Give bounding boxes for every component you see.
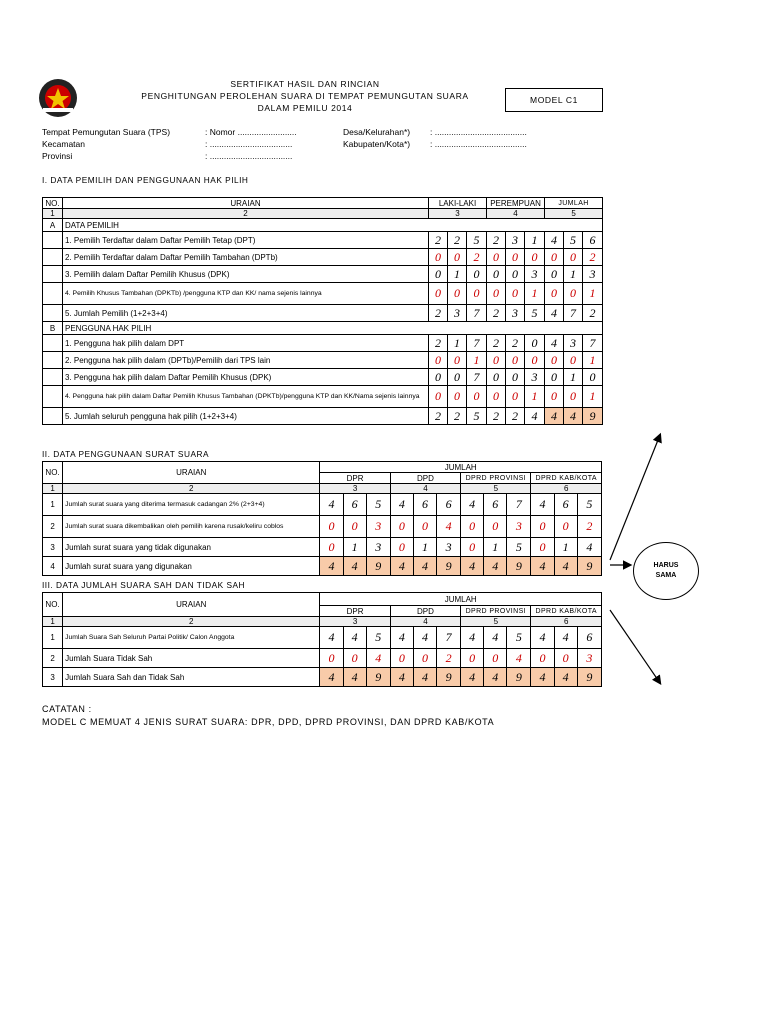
digit-box[interactable]: 0 — [461, 538, 484, 557]
digit-box[interactable]: 2 — [429, 408, 448, 425]
digit-box[interactable]: 0 — [413, 516, 436, 538]
digit-box[interactable]: 0 — [343, 516, 366, 538]
digit-box[interactable]: 9 — [437, 668, 461, 687]
digit-box[interactable]: 4 — [554, 557, 577, 576]
digit-box[interactable]: 2 — [429, 232, 448, 249]
digit-box[interactable]: 2 — [448, 408, 467, 425]
digit-box[interactable]: 2 — [583, 249, 603, 266]
digit-box[interactable]: 0 — [487, 369, 506, 386]
digit-box[interactable]: 0 — [545, 283, 564, 305]
digit-box[interactable]: 0 — [545, 266, 564, 283]
digit-box[interactable]: 0 — [320, 516, 343, 538]
digit-box[interactable]: 6 — [437, 494, 461, 516]
kabupaten-field[interactable]: : ....................................... — [430, 139, 527, 149]
digit-box[interactable]: 4 — [437, 516, 461, 538]
digit-box[interactable]: 1 — [564, 266, 583, 283]
digit-box[interactable]: 5 — [366, 494, 390, 516]
digit-box[interactable]: 0 — [554, 516, 577, 538]
row-label: 3. Pengguna hak pilih dalam Daftar Pemilih Khusus (DPK) — [63, 369, 429, 386]
row-label: 1. Pengguna hak pilih dalam DPT — [63, 335, 429, 352]
provinsi-field[interactable]: : ................................... — [205, 151, 293, 161]
col-header-jumlah: JUMLAH — [320, 593, 602, 606]
digit-box[interactable]: 4 — [507, 649, 531, 668]
col-header-dpd: DPD — [390, 473, 460, 484]
digit-box[interactable]: 0 — [461, 516, 484, 538]
digit-box[interactable]: 3 — [366, 516, 390, 538]
digit-box[interactable]: 0 — [429, 249, 448, 266]
digit-box[interactable]: 2 — [429, 305, 448, 322]
section-1-title: I. DATA PEMILIH DAN PENGGUNAAN HAK PILIH — [42, 175, 249, 185]
col-header-dprd-kab: DPRD KAB/KOTA — [531, 473, 602, 484]
digit-box[interactable]: 0 — [525, 249, 545, 266]
digit-box[interactable]: 2 — [506, 408, 525, 425]
digit-box[interactable]: 4 — [484, 627, 507, 649]
arrow-down — [610, 610, 660, 683]
digit-box[interactable]: 1 — [413, 538, 436, 557]
digit-box[interactable]: 0 — [429, 386, 448, 408]
kpu-logo — [38, 78, 78, 118]
digit-box[interactable]: 5 — [467, 408, 487, 425]
digit-box[interactable]: 0 — [429, 266, 448, 283]
digit-box[interactable]: 1 — [583, 352, 603, 369]
digit-box[interactable]: 4 — [320, 557, 343, 576]
digit-box[interactable]: 1 — [583, 283, 603, 305]
col-number: 4 — [487, 209, 545, 219]
digit-box[interactable]: 4 — [461, 557, 484, 576]
tps-field[interactable]: : Nomor ......................... — [205, 127, 297, 137]
tps-label: Tempat Pemungutan Suara (TPS) — [42, 127, 171, 137]
digit-box[interactable]: 0 — [487, 249, 506, 266]
digit-box[interactable]: 5 — [564, 232, 583, 249]
row-label: 5. Jumlah seluruh pengguna hak pilih (1+2+3+4) — [63, 408, 429, 425]
digit-box[interactable]: 0 — [531, 516, 554, 538]
kabupaten-label: Kabupaten/Kota*) — [343, 139, 411, 149]
digit-box[interactable]: 0 — [525, 352, 545, 369]
digit-box[interactable]: 2 — [506, 335, 525, 352]
digit-box[interactable]: 6 — [583, 232, 603, 249]
table-row — [43, 494, 602, 516]
digit-box[interactable]: 4 — [413, 627, 436, 649]
digit-box[interactable]: 0 — [390, 516, 413, 538]
table-row — [43, 335, 603, 352]
digit-box[interactable]: 2 — [487, 305, 506, 322]
digit-box[interactable]: 4 — [484, 557, 507, 576]
digit-box[interactable]: 6 — [484, 494, 507, 516]
digit-box[interactable]: 7 — [467, 305, 487, 322]
row-no-cell — [43, 352, 63, 369]
digit-box[interactable]: 4 — [320, 668, 343, 687]
digit-box[interactable]: 0 — [484, 649, 507, 668]
col-number: 1 — [43, 209, 63, 219]
digit-box[interactable]: 5 — [577, 494, 601, 516]
row-no: 4 — [43, 557, 63, 576]
digit-box[interactable]: 0 — [320, 649, 343, 668]
digit-box[interactable]: 4 — [366, 649, 390, 668]
digit-box[interactable]: 9 — [583, 408, 603, 425]
digit-box[interactable]: 3 — [507, 516, 531, 538]
digit-box[interactable]: 4 — [343, 627, 366, 649]
row-no: 1 — [43, 627, 63, 649]
digit-box[interactable]: 4 — [390, 494, 413, 516]
col-header-no: NO. — [43, 462, 63, 484]
digit-box[interactable]: 4 — [343, 557, 366, 576]
digit-box[interactable]: 0 — [467, 386, 487, 408]
digit-box[interactable]: 6 — [343, 494, 366, 516]
digit-box[interactable]: 1 — [525, 283, 545, 305]
digit-box[interactable]: 3 — [525, 266, 545, 283]
table-row — [43, 538, 602, 557]
digit-box[interactable]: 4 — [461, 627, 484, 649]
digit-box[interactable]: 7 — [467, 335, 487, 352]
col-number: 2 — [63, 209, 429, 219]
digit-box[interactable]: 0 — [545, 386, 564, 408]
table-row — [43, 649, 602, 668]
digit-box[interactable]: 0 — [461, 649, 484, 668]
row-label: 4. Pemilih Khusus Tambahan (DPKTb) /pengguna KTP dan KK/ nama sejenis lainnya — [63, 283, 429, 305]
digit-box[interactable]: 4 — [531, 557, 554, 576]
col-number: 2 — [63, 484, 320, 494]
row-no-cell — [43, 408, 63, 425]
table-row — [43, 369, 603, 386]
digit-box[interactable]: 0 — [506, 386, 525, 408]
harus-sama-circle — [633, 542, 699, 600]
col-number: 5 — [461, 484, 531, 494]
table-row — [43, 386, 603, 408]
group-label: PENGGUNA HAK PILIH — [63, 322, 603, 335]
col-number: 5 — [461, 617, 531, 627]
digit-box[interactable]: 1 — [448, 266, 467, 283]
digit-box[interactable]: 0 — [506, 352, 525, 369]
digit-box[interactable]: 4 — [531, 627, 554, 649]
digit-box[interactable]: 1 — [564, 369, 583, 386]
digit-box[interactable]: 4 — [554, 668, 577, 687]
col-header-uraian: URAIAN — [63, 593, 320, 617]
row-no-cell — [43, 335, 63, 352]
digit-box[interactable]: 7 — [437, 627, 461, 649]
title-line-2: PENGHITUNGAN PEROLEHAN SUARA DI TEMPAT PEMUNGUTAN SUARA — [141, 91, 469, 101]
digit-box[interactable]: 2 — [467, 249, 487, 266]
digit-box[interactable]: 4 — [413, 668, 436, 687]
col-header-dprd-kab: DPRD KAB/KOTA — [531, 606, 602, 617]
row-label: Jumlah surat suara yang diterima termasuk cadangan 2% (2+3+4) — [63, 494, 320, 516]
title-line-1: SERTIFIKAT HASIL DAN RINCIAN — [230, 79, 380, 89]
digit-box[interactable]: 4 — [545, 408, 564, 425]
digit-box[interactable]: 4 — [545, 232, 564, 249]
col-number: 2 — [63, 617, 320, 627]
digit-box[interactable]: 0 — [390, 649, 413, 668]
col-header-laki: LAKI-LAKI — [429, 198, 487, 209]
table-row — [43, 627, 602, 649]
digit-box[interactable]: 4 — [320, 494, 343, 516]
arrow-up — [610, 435, 660, 560]
digit-box[interactable]: 4 — [484, 668, 507, 687]
row-no: 2 — [43, 649, 63, 668]
row-label: Jumlah surat suara dikembalikan oleh pemilih karena rusak/keliru coblos — [63, 516, 320, 538]
digit-box[interactable]: 9 — [577, 557, 601, 576]
digit-box[interactable]: 1 — [525, 232, 545, 249]
col-number: 3 — [320, 484, 390, 494]
col-header-no: NO. — [43, 198, 63, 209]
notes-text: MODEL C MEMUAT 4 JENIS SURAT SUARA: DPR, DPD, DPRD PROVINSI, DAN DPRD KAB/KOTA — [42, 717, 495, 727]
row-label: Jumlah Suara Sah dan Tidak Sah — [63, 668, 320, 687]
digit-box[interactable]: 0 — [583, 369, 603, 386]
table-row — [43, 266, 603, 283]
digit-box[interactable]: 0 — [531, 649, 554, 668]
row-no: 2 — [43, 516, 63, 538]
digit-box[interactable]: 7 — [583, 335, 603, 352]
digit-box[interactable]: 1 — [554, 538, 577, 557]
digit-box[interactable]: 3 — [448, 305, 467, 322]
digit-box[interactable]: 4 — [531, 494, 554, 516]
digit-box[interactable]: 0 — [545, 352, 564, 369]
digit-box[interactable]: 5 — [507, 627, 531, 649]
row-label: Jumlah surat suara yang digunakan — [63, 557, 320, 576]
row-no: 3 — [43, 668, 63, 687]
group-letter: A — [43, 219, 63, 232]
digit-box[interactable]: 0 — [429, 369, 448, 386]
digit-box[interactable]: 9 — [366, 557, 390, 576]
digit-box[interactable]: 1 — [525, 386, 545, 408]
col-header-dprd-provinsi: DPRD PROVINSI — [461, 606, 531, 617]
digit-box[interactable]: 2 — [487, 335, 506, 352]
col-header-dprd-provinsi: DPRD PROVINSI — [461, 473, 531, 484]
digit-box[interactable]: 0 — [545, 369, 564, 386]
digit-box[interactable]: 0 — [506, 283, 525, 305]
kecamatan-field[interactable]: : ................................... — [205, 139, 293, 149]
digit-box[interactable]: 0 — [545, 249, 564, 266]
col-number: 1 — [43, 484, 63, 494]
digit-box[interactable]: 4 — [545, 305, 564, 322]
circle-text: HARUS — [653, 562, 679, 569]
digit-box[interactable]: 3 — [564, 335, 583, 352]
digit-box[interactable]: 5 — [366, 627, 390, 649]
row-label: 5. Jumlah Pemilih (1+2+3+4) — [63, 305, 429, 322]
digit-box[interactable]: 1 — [448, 335, 467, 352]
digit-box[interactable]: 4 — [531, 668, 554, 687]
row-label: Jumlah Suara Sah Seluruh Partai Politik/ Calon Anggota — [63, 627, 320, 649]
col-header-dpr: DPR — [320, 473, 390, 484]
table-row — [43, 557, 602, 576]
col-header-uraian: URAIAN — [63, 198, 429, 209]
table-row — [43, 305, 603, 322]
digit-box[interactable]: 5 — [467, 232, 487, 249]
col-header-jumlah: JUMLAH — [320, 462, 602, 473]
row-no-cell — [43, 283, 63, 305]
table-row — [43, 352, 603, 369]
group-letter: B — [43, 322, 63, 335]
digit-box[interactable]: 3 — [437, 538, 461, 557]
model-box: MODEL C1 — [505, 88, 603, 112]
digit-box[interactable]: 3 — [506, 232, 525, 249]
digit-box[interactable]: 2 — [487, 232, 506, 249]
digit-box[interactable]: 6 — [577, 627, 601, 649]
row-label: 4. Pengguna hak pilih dalam Daftar Pemilih Khusus Tambahan (DPKTb)/pengguna KTP dan KK/Nama sejenis lainnya — [63, 386, 429, 408]
digit-box[interactable]: 0 — [448, 352, 467, 369]
row-no-cell — [43, 369, 63, 386]
digit-box[interactable]: 7 — [564, 305, 583, 322]
digit-box[interactable]: 0 — [467, 266, 487, 283]
digit-box[interactable]: 0 — [429, 283, 448, 305]
col-number: 4 — [390, 484, 460, 494]
table-row — [43, 668, 602, 687]
table-row — [43, 516, 602, 538]
digit-box[interactable]: 0 — [484, 516, 507, 538]
digit-box[interactable]: 9 — [437, 557, 461, 576]
col-header-perempuan: PEREMPUAN — [487, 198, 545, 209]
row-no: 3 — [43, 538, 63, 557]
digit-box[interactable]: 9 — [507, 557, 531, 576]
digit-box[interactable]: 6 — [413, 494, 436, 516]
digit-box[interactable]: 9 — [577, 668, 601, 687]
row-no-cell — [43, 305, 63, 322]
col-header-uraian: URAIAN — [63, 462, 320, 484]
voter-data-table — [42, 197, 603, 425]
col-number: 3 — [429, 209, 487, 219]
digit-box[interactable]: 2 — [448, 232, 467, 249]
digit-box[interactable]: 9 — [366, 668, 390, 687]
digit-box[interactable]: 0 — [506, 249, 525, 266]
col-number: 6 — [531, 617, 602, 627]
digit-box[interactable]: 4 — [525, 408, 545, 425]
kecamatan-label: Kecamatan — [42, 139, 85, 149]
row-label: 3. Pemilih dalam Daftar Pemilih Khusus (DPK) — [63, 266, 429, 283]
digit-box[interactable]: 9 — [507, 668, 531, 687]
digit-box[interactable]: 4 — [343, 668, 366, 687]
digit-box[interactable]: 0 — [564, 283, 583, 305]
row-label: Jumlah surat suara yang tidak digunakan — [63, 538, 320, 557]
col-number: 4 — [390, 617, 460, 627]
desa-label: Desa/Kelurahan*) — [343, 127, 411, 137]
digit-box[interactable]: 0 — [487, 386, 506, 408]
digit-box[interactable]: 4 — [413, 557, 436, 576]
digit-box[interactable]: 0 — [448, 386, 467, 408]
digit-box[interactable]: 0 — [506, 369, 525, 386]
digit-box[interactable]: 2 — [487, 408, 506, 425]
digit-box[interactable]: 0 — [448, 369, 467, 386]
digit-box[interactable]: 4 — [390, 668, 413, 687]
col-number: 3 — [320, 617, 390, 627]
row-label: 2. Pemilih Terdaftar dalam Daftar Pemilih Tambahan (DPTb) — [63, 249, 429, 266]
digit-box[interactable]: 0 — [506, 266, 525, 283]
digit-box[interactable]: 4 — [554, 627, 577, 649]
digit-box[interactable]: 4 — [577, 538, 601, 557]
ballot-usage-table — [42, 461, 602, 576]
table-row — [43, 283, 603, 305]
digit-box[interactable]: 0 — [429, 352, 448, 369]
digit-box[interactable]: 4 — [564, 408, 583, 425]
section-3-title: III. DATA JUMLAH SUARA SAH DAN TIDAK SAH — [42, 580, 246, 590]
col-number: 5 — [545, 209, 603, 219]
digit-box[interactable]: 5 — [507, 538, 531, 557]
digit-box[interactable]: 4 — [390, 557, 413, 576]
digit-box[interactable]: 1 — [583, 386, 603, 408]
digit-box[interactable]: 7 — [467, 369, 487, 386]
col-number: 6 — [531, 484, 602, 494]
notes-label: CATATAN : — [42, 704, 92, 714]
digit-box[interactable]: 3 — [506, 305, 525, 322]
digit-box[interactable]: 1 — [484, 538, 507, 557]
desa-field[interactable]: : ....................................... — [430, 127, 527, 137]
col-header-no: NO. — [43, 593, 63, 617]
digit-box[interactable]: 2 — [577, 516, 601, 538]
digit-box[interactable]: 0 — [467, 283, 487, 305]
digit-box[interactable]: 0 — [564, 352, 583, 369]
row-label: Jumlah Suara Tidak Sah — [63, 649, 320, 668]
digit-box[interactable]: 0 — [320, 538, 343, 557]
provinsi-label: Provinsi — [42, 151, 73, 161]
digit-box[interactable]: 3 — [525, 369, 545, 386]
digit-box[interactable]: 0 — [487, 352, 506, 369]
digit-box[interactable]: 2 — [429, 335, 448, 352]
digit-box[interactable]: 3 — [577, 649, 601, 668]
digit-box[interactable]: 1 — [343, 538, 366, 557]
col-number: 1 — [43, 617, 63, 627]
row-no-cell — [43, 386, 63, 408]
table-row — [43, 249, 603, 266]
row-no-cell — [43, 249, 63, 266]
section-2-title: II. DATA PENGGUNAAN SURAT SUARA — [42, 449, 210, 459]
col-header-dpr: DPR — [320, 606, 390, 617]
table-row — [43, 232, 603, 249]
digit-box[interactable]: 2 — [583, 305, 603, 322]
digit-box[interactable]: 7 — [507, 494, 531, 516]
digit-box[interactable]: 5 — [525, 305, 545, 322]
digit-box[interactable]: 0 — [448, 283, 467, 305]
digit-box[interactable]: 0 — [487, 266, 506, 283]
digit-box[interactable]: 0 — [413, 649, 436, 668]
digit-box[interactable]: 0 — [343, 649, 366, 668]
digit-box[interactable]: 0 — [525, 335, 545, 352]
row-label: 2. Pengguna hak pilih dalam (DPTb)/Pemilih dari TPS lain — [63, 352, 429, 369]
digit-box[interactable]: 0 — [487, 283, 506, 305]
group-label: DATA PEMILIH — [63, 219, 603, 232]
digit-box[interactable]: 4 — [461, 494, 484, 516]
row-no-cell — [43, 266, 63, 283]
col-header-jumlah: JUMLAH — [545, 198, 603, 209]
digit-box[interactable]: 0 — [554, 649, 577, 668]
digit-box[interactable]: 4 — [545, 335, 564, 352]
circle-text: SAMA — [655, 572, 677, 579]
digit-box[interactable]: 0 — [531, 538, 554, 557]
digit-box[interactable]: 1 — [467, 352, 487, 369]
digit-box[interactable]: 0 — [564, 386, 583, 408]
digit-box[interactable]: 2 — [437, 649, 461, 668]
digit-box[interactable]: 4 — [390, 627, 413, 649]
row-no: 1 — [43, 494, 63, 516]
digit-box[interactable]: 6 — [554, 494, 577, 516]
digit-box[interactable]: 4 — [461, 668, 484, 687]
digit-box[interactable]: 4 — [320, 627, 343, 649]
title-line-3: DALAM PEMILU 2014 — [257, 103, 353, 113]
row-no-cell — [43, 232, 63, 249]
valid-votes-table — [42, 592, 602, 687]
digit-box[interactable]: 0 — [564, 249, 583, 266]
digit-box[interactable]: 0 — [448, 249, 467, 266]
digit-box[interactable]: 3 — [366, 538, 390, 557]
digit-box[interactable]: 3 — [583, 266, 603, 283]
table-row — [43, 408, 603, 425]
digit-box[interactable]: 0 — [390, 538, 413, 557]
col-header-dpd: DPD — [390, 606, 460, 617]
row-label: 1. Pemilih Terdaftar dalam Daftar Pemilih Tetap (DPT) — [63, 232, 429, 249]
